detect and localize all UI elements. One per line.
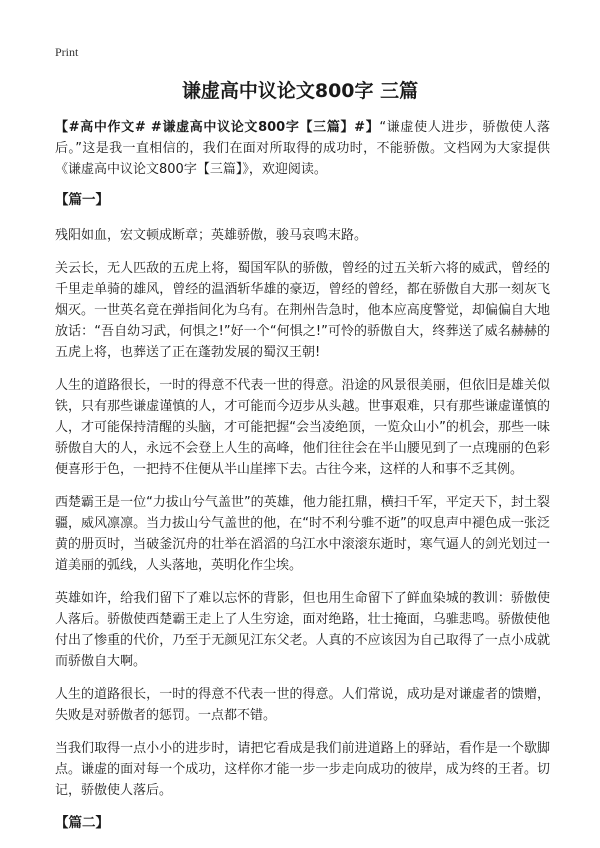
paragraph-7: 当我们取得一点小小的进步时，请把它看成是我们前进道路上的驿站，看作是一个歇脚点。谦虚的面对每一个成功，这样你才能一步一步走向成功的彼岸，成为终的王者。切记，骄傲使人落后。 [55, 741, 550, 798]
page-title: 谦虚高中议论文800字 三篇 [181, 80, 419, 102]
print-link[interactable]: Print [55, 45, 79, 59]
paragraph-6: 人生的道路很长，一时的得意不代表一世的得意。人们常说，成功是对谦虚者的馈赠，失败是对骄傲者的惩罚。一点都不错。 [55, 687, 550, 723]
article-body [55, 117, 550, 848]
paragraph-2: 关云长，无人匹敌的五虎上将，蜀国军队的骄傲，曾经的过五关斩六将的威武，曾经的千里走单骑的雄风，曾经的温酒斩华雄的豪迈，曾经的曾经，都在骄傲自大那一刻灰飞烟灭。一世英名竟在弹指间化为乌有。在荆州告急时，他本应高度警觉，却偏偏自大地放话：“吾自幼习武，何惧之!”好一个“何惧之!”可怜的骄傲自大，终葬送了威名赫赫的五虎上将，也葬送了正在蓬勃发展的蜀汉王朝! [55, 261, 550, 360]
intro-text: “谦虚使人进步，骄傲使人落后。”这是我一直相信的，我们在面对所取得的成功时，不能骄傲。文档网为大家提供《谦虚高中议论文800字【三篇】》，欢迎阅读。 [55, 120, 550, 177]
section-heading-2: 【篇二】 [55, 815, 109, 831]
section-heading-1: 【篇一】 [55, 192, 109, 208]
intro-tags: 【#高中作文# #谦虚高中议论文800字【三篇】#】 [55, 120, 380, 135]
intro-paragraph [55, 117, 550, 180]
paragraph-4: 西楚霸王是一位“力拔山兮气盖世”的英雄，他力能扛鼎，横扫千军，平定天下，封土裂疆，威风凛凛。当力拔山兮气盖世的他，在“时不利兮骓不逝”的叹息声中褪色成一张泛黄的册页时，当破釜沉舟的壮举在滔滔的乌江水中滚滚东逝时，寒气逼人的剑光划过一道美丽的弧线，人头落地，英明化作尘埃。 [55, 495, 550, 573]
paragraph-5: 英雄如许，给我们留下了难以忘怀的背影，但也用生命留下了鲜血染城的教训：骄傲使人落后。骄傲使西楚霸王走上了人生穷途，面对绝路，壮士掩面，乌骓悲鸣。骄傲使他付出了惨重的代价，乃至于无颜见江东父老。人真的不应该因为自己取得了一点小成就而骄傲自大啊。 [55, 591, 550, 669]
paragraph-1: 残阳如血，宏文顿成断章；英雄骄傲，骏马哀鸣末路。 [55, 228, 368, 243]
paragraph-3: 人生的道路很长，一时的得意不代表一世的得意。沿途的风景很美丽，但依旧是雄关似铁，只有那些谦虚谨慎的人，才可能而今迈步从头越。世事艰难，只有那些谦虚谨慎的人，才可能保持清醒的头脑，才可能把握“会当凌绝顶，一览众山小”的机会，那些一味骄傲自大的人，永远不会登上人生的高峰，他们往往会在半山腰见到了一点瑰丽的色彩便喜形于色，一把持不住便从半山崖摔下去。古往今来，这样的人和事不乏其例。 [55, 378, 550, 477]
